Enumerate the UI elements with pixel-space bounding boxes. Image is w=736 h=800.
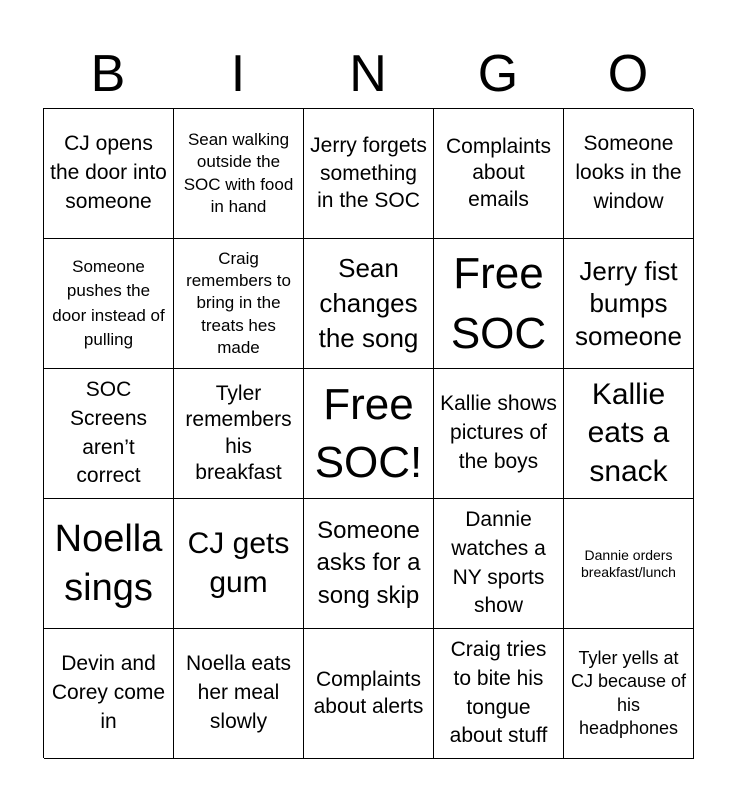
bingo-cell-r4c1[interactable]: Noella sings <box>44 499 174 629</box>
bingo-cell-r1c4[interactable]: Complaints about emails <box>434 109 564 239</box>
header-letter-g: G <box>477 45 519 103</box>
bingo-cell-r2c2[interactable]: Craig remembers to bring in the treats hes made <box>174 239 304 369</box>
bingo-cell-r5c4[interactable]: Craig tries to bite his tongue about stuff <box>434 629 564 759</box>
bingo-cell-r3c2[interactable]: Tyler remembers his breakfast <box>174 369 304 499</box>
bingo-cell-r4c5[interactable]: Dannie orders breakfast/lunch <box>564 499 694 629</box>
bingo-cell-r5c1[interactable]: Devin and Corey come in <box>44 629 174 759</box>
bingo-cell-r1c1[interactable]: CJ opens the door into someone <box>44 109 174 239</box>
bingo-cell-r4c2[interactable]: CJ gets gum <box>174 499 304 629</box>
bingo-cell-r5c2[interactable]: Noella eats her meal slowly <box>174 629 304 759</box>
bingo-cell-r1c2[interactable]: Sean walking outside the SOC with food in hand <box>174 109 304 239</box>
header-letter-o: O <box>607 45 649 103</box>
header-letter-i: I <box>230 45 246 103</box>
bingo-cell-r1c5[interactable]: Someone looks in the window <box>564 109 694 239</box>
bingo-cell-r5c3[interactable]: Complaints about alerts <box>304 629 434 759</box>
header-letter-b: B <box>90 45 126 103</box>
bingo-cell-r2c1[interactable]: Someone pushes the door instead of pulling <box>44 239 174 369</box>
bingo-cell-r5c5[interactable]: Tyler yells at CJ because of his headphones <box>564 629 694 759</box>
bingo-grid <box>43 108 693 758</box>
bingo-header <box>43 40 693 108</box>
bingo-cell-r1c3[interactable]: Jerry forgets something in the SOC <box>304 109 434 239</box>
bingo-cell-r3c5[interactable]: Kallie eats a snack <box>564 369 694 499</box>
bingo-cell-r3c1[interactable]: SOC Screens aren’t correct <box>44 369 174 499</box>
bingo-cell-r2c5[interactable]: Jerry fist bumps someone <box>564 239 694 369</box>
bingo-cell-r3c4[interactable]: Kallie shows pictures of the boys <box>434 369 564 499</box>
header-letter-n: N <box>349 45 387 103</box>
bingo-cell-r4c4[interactable]: Dannie watches a NY sports show <box>434 499 564 629</box>
bingo-cell-r2c4[interactable]: Free SOC <box>434 239 564 369</box>
bingo-cell-r4c3[interactable]: Someone asks for a song skip <box>304 499 434 629</box>
bingo-cell-r2c3[interactable]: Sean changes the song <box>304 239 434 369</box>
bingo-cell-r3c3[interactable]: Free SOC! <box>304 369 434 499</box>
